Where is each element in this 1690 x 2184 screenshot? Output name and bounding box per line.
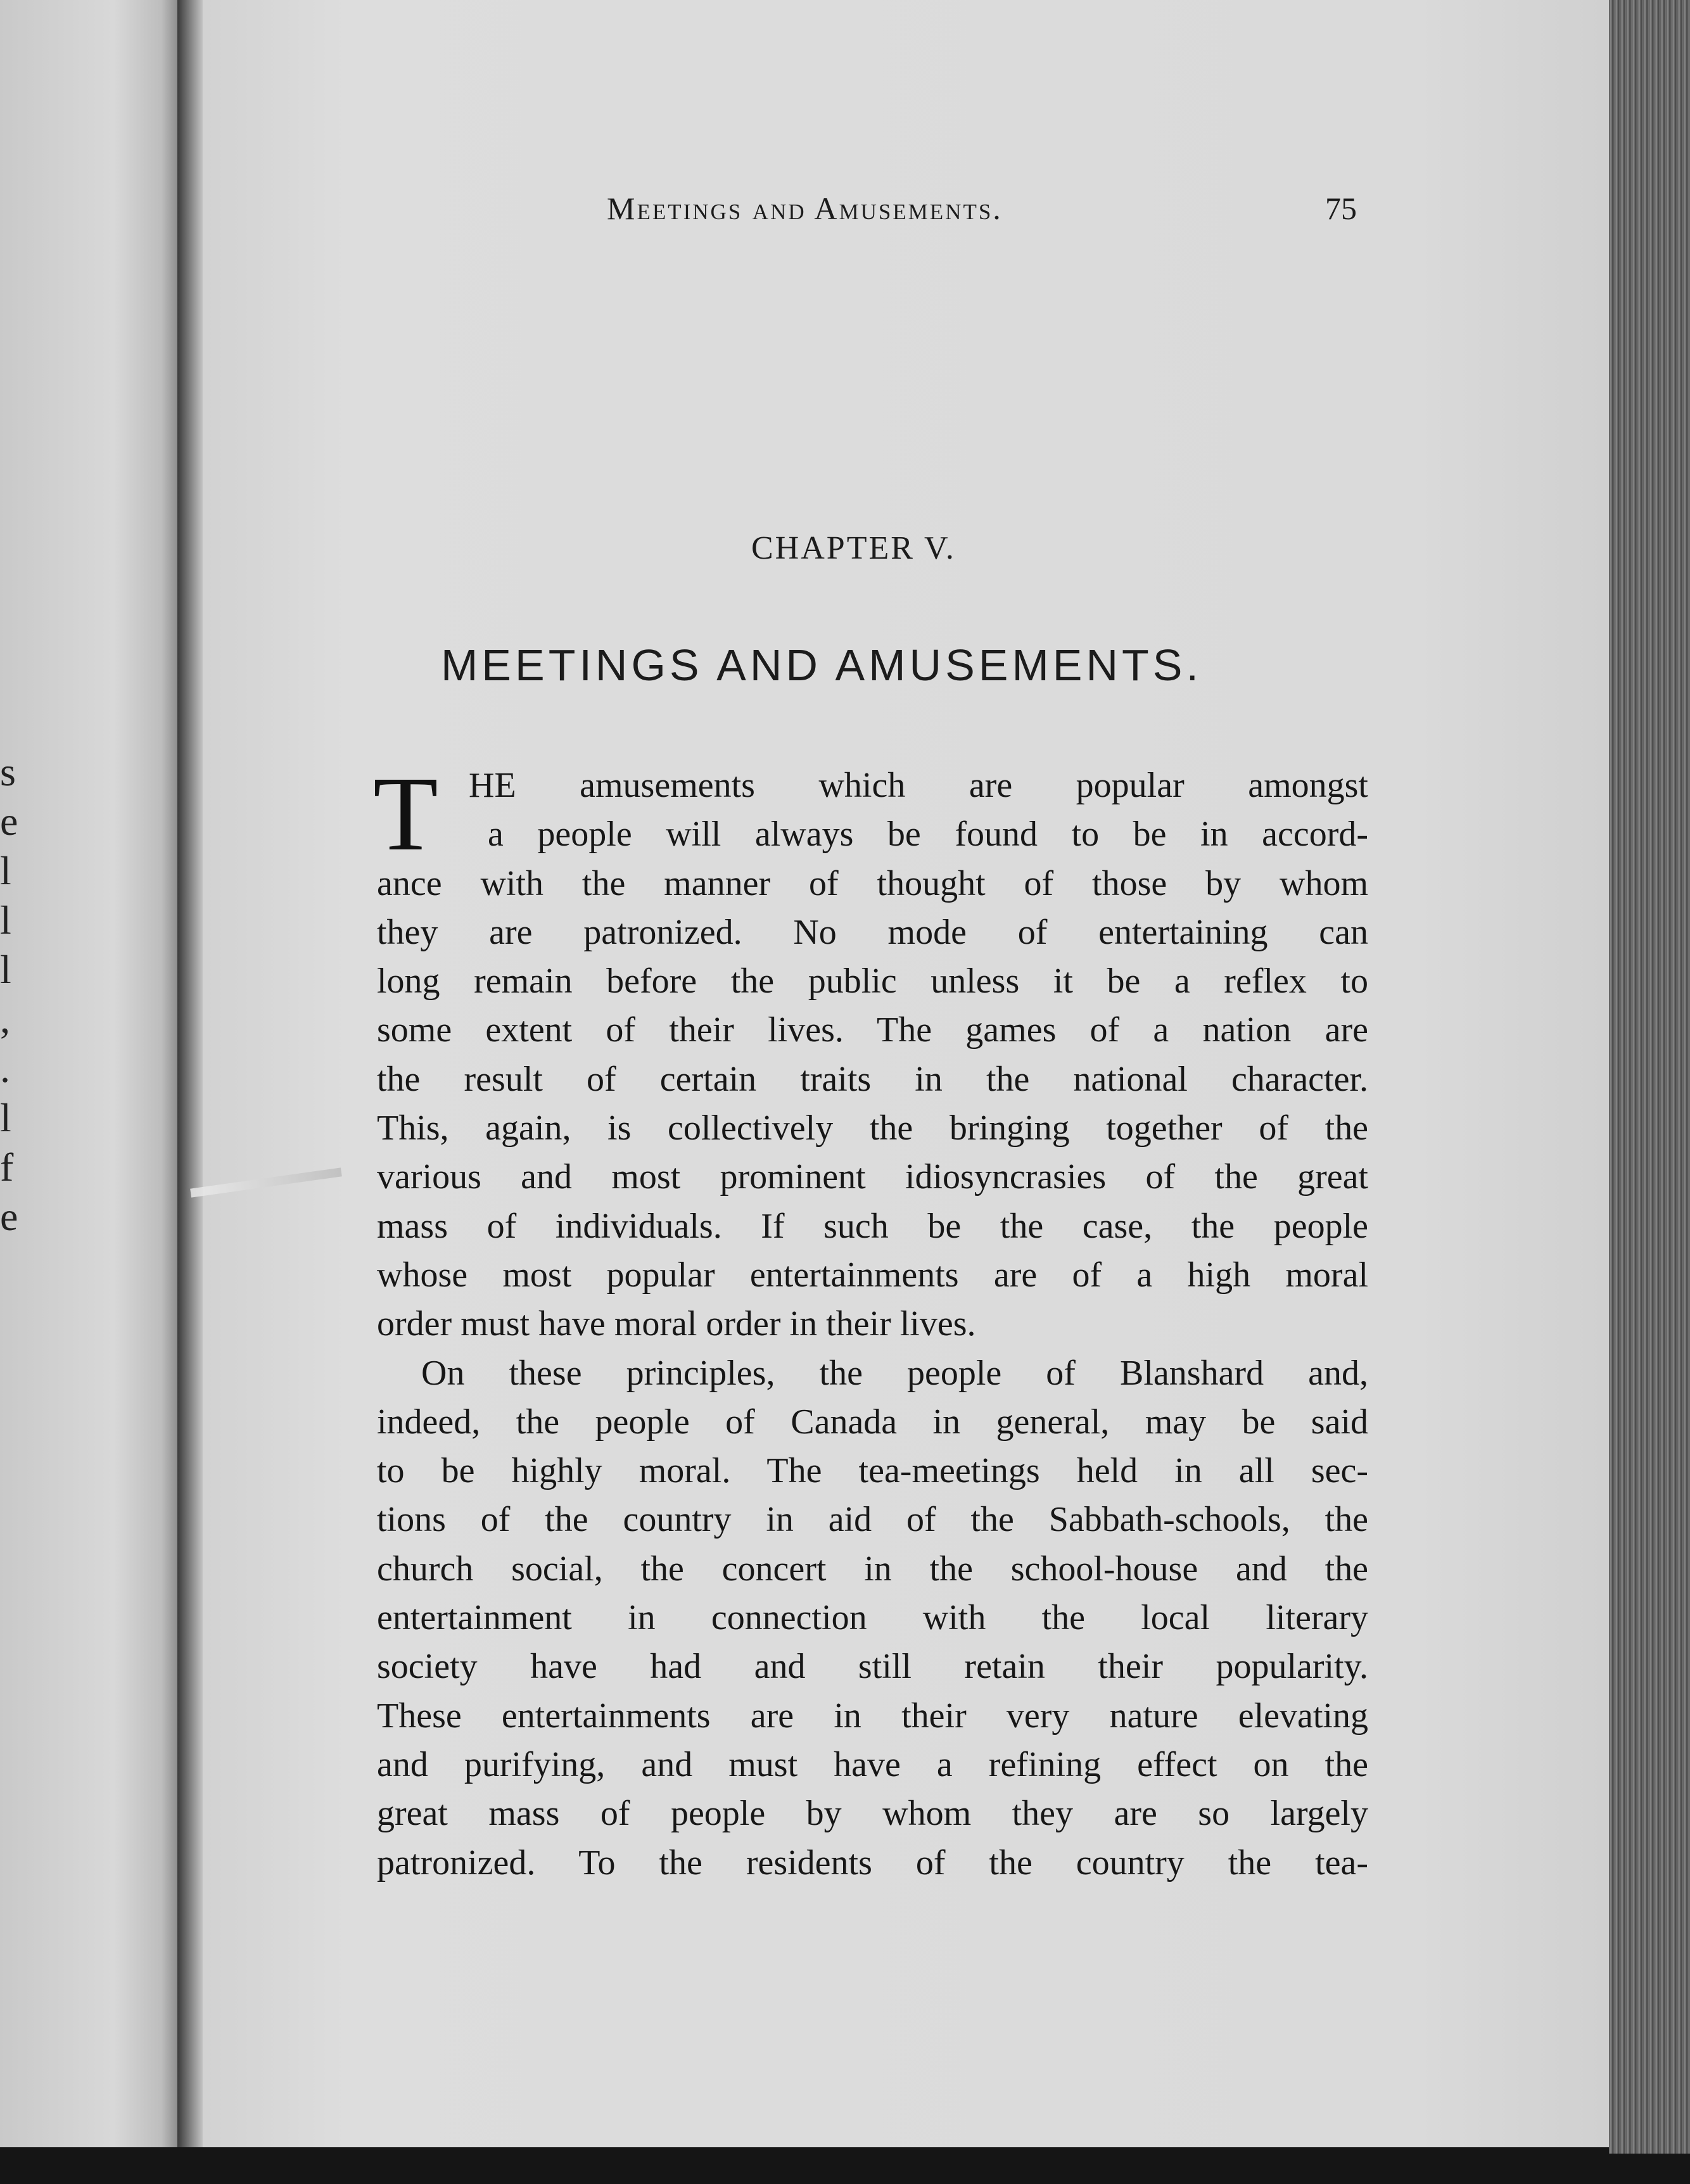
margin-fragment: l — [0, 898, 11, 943]
text-line: they are patronized. No mode of entertaining can — [377, 912, 1368, 952]
text-line: On these principles, the people of Blanshard and, — [421, 1353, 1368, 1393]
margin-fragment: l — [0, 947, 11, 992]
text-line: various and most prominent idiosyncrasies of the great — [377, 1157, 1368, 1197]
text-line: entertainment in connection with the local literary — [377, 1598, 1368, 1638]
previous-page-edge — [0, 0, 190, 2147]
left-margin-fragments — [0, 747, 25, 1254]
margin-fragment: l — [0, 848, 11, 893]
text-line: long remain before the public unless it be a reflex to — [377, 962, 1368, 1001]
margin-fragment: l — [0, 1095, 11, 1140]
margin-fragment: . — [0, 1046, 10, 1091]
text-line: tions of the country in aid of the Sabbath-schools, the — [377, 1500, 1368, 1540]
running-head: Meetings and Amusements. — [607, 191, 1003, 226]
margin-fragment: f — [0, 1145, 14, 1190]
text-line: great mass of people by whom they are so largely — [377, 1794, 1368, 1834]
chapter-body — [373, 755, 1368, 1888]
text-line: to be highly moral. The tea-meetings held in all sec- — [377, 1451, 1368, 1491]
text-line: patronized. To the residents of the country the tea- — [377, 1843, 1368, 1882]
margin-fragment: s — [0, 749, 16, 794]
text-line: These entertainments are in their very nature elevating — [377, 1696, 1368, 1736]
text-line: ance with the manner of thought of those by whom — [377, 863, 1368, 903]
text-line: church social, the concert in the school-house and the — [377, 1549, 1368, 1589]
text-line: mass of individuals. If such be the case, the people — [377, 1206, 1368, 1246]
chapter-label: CHAPTER V. — [751, 530, 956, 566]
text-line: some extent of their lives. The games of a nation are — [377, 1010, 1368, 1050]
margin-fragment: , — [0, 996, 10, 1041]
book-fore-edge — [1609, 0, 1690, 2154]
chapter-title: MEETINGS AND AMUSEMENTS. — [441, 640, 1202, 690]
drop-cap: T — [373, 755, 438, 873]
text-line: and purifying, and must have a refining effect on the — [377, 1744, 1368, 1784]
margin-fragment: e — [0, 1194, 18, 1239]
text-line: a people will always be found to be in accord- — [488, 815, 1368, 854]
text-line: order must have moral order in their lives. — [377, 1304, 976, 1344]
text-line: whose most popular entertainments are of a high moral — [377, 1255, 1368, 1295]
margin-fragment: e — [0, 799, 18, 844]
text-line: This, again, is collectively the bringing together of the — [377, 1108, 1368, 1148]
text-line: the result of certain traits in the national character. — [377, 1059, 1368, 1099]
text-line: HE amusements which are popular amongst — [469, 766, 1368, 805]
text-line: society have had and still retain their popularity. — [377, 1647, 1368, 1687]
page-number: 75 — [1325, 191, 1357, 226]
text-line: indeed, the people of Canada in general, may be said — [377, 1402, 1368, 1442]
